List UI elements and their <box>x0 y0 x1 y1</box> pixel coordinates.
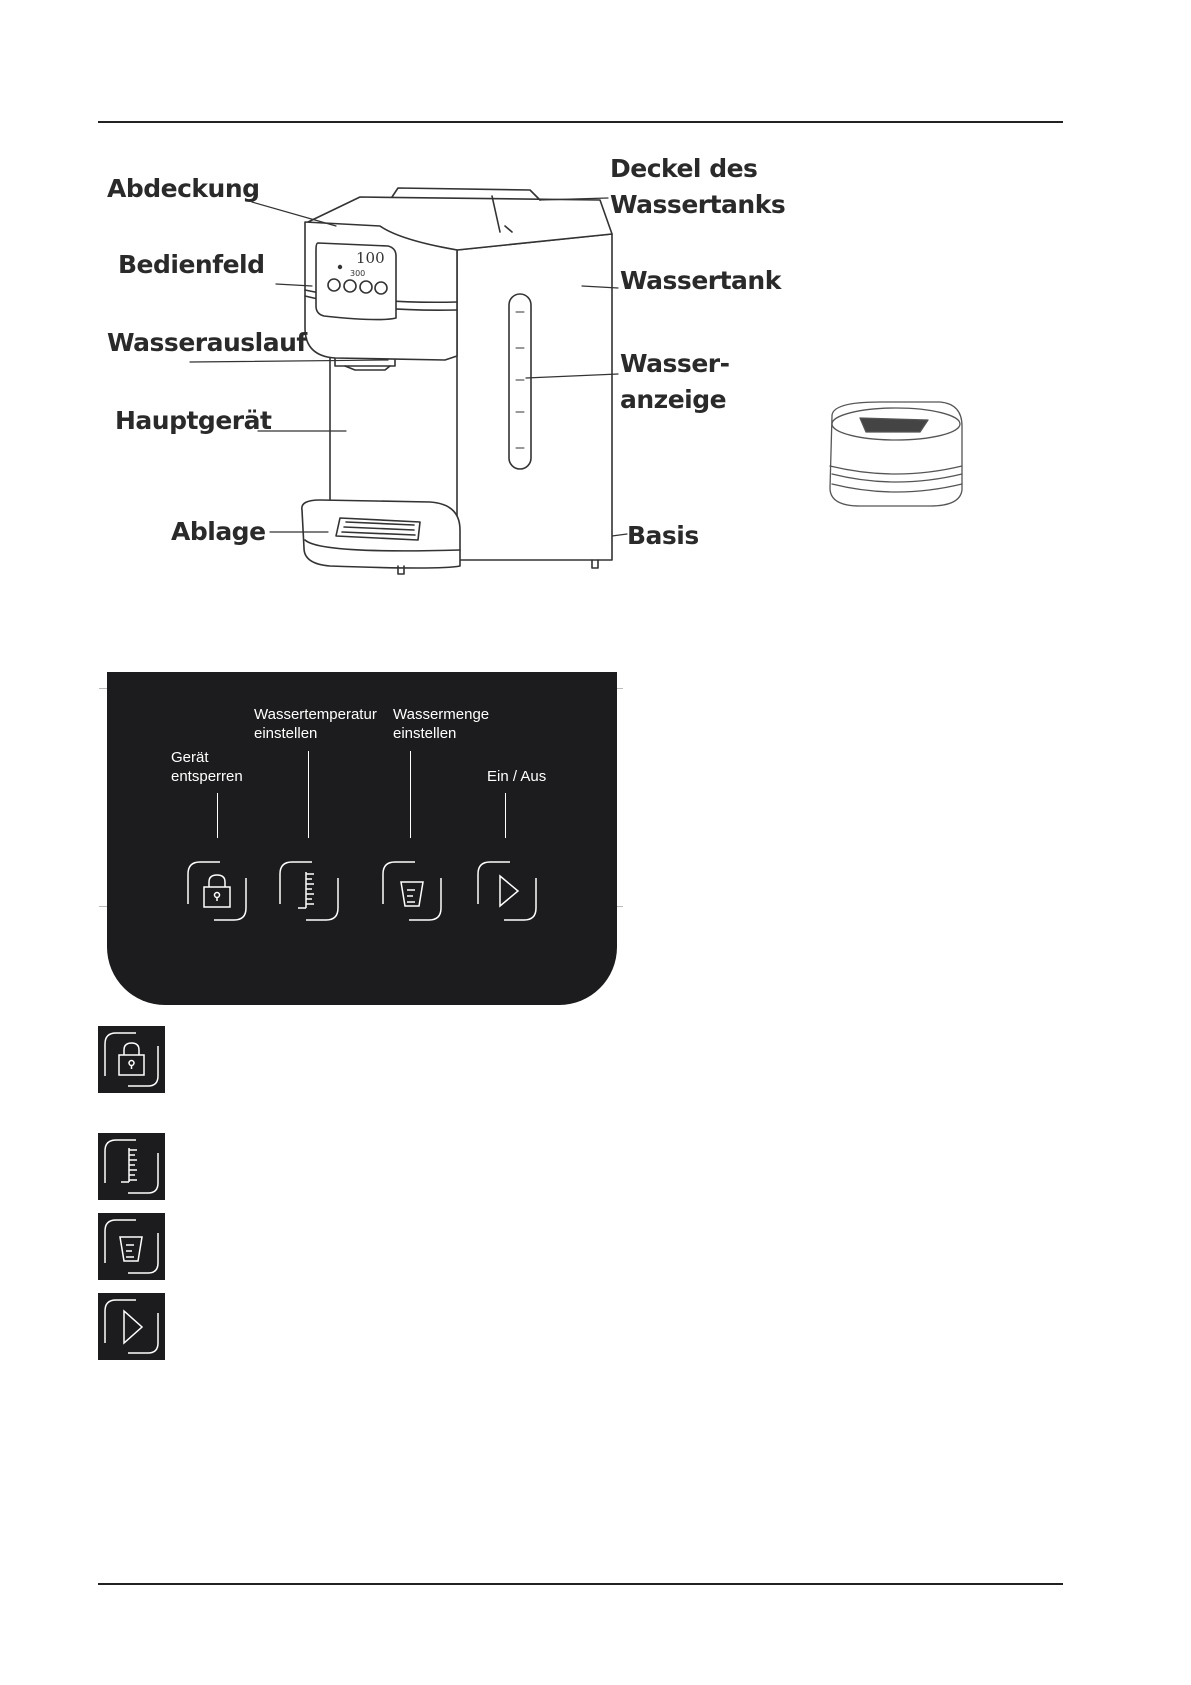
label-set-temperature-line1: Wassertemperatur <box>254 706 377 723</box>
label-set-volume <box>393 705 489 743</box>
lock-icon <box>119 1043 144 1075</box>
label-set-volume-line1: Wassermenge <box>393 706 490 723</box>
panel-edge-mark <box>99 688 107 689</box>
label-main-unit: Hauptgerät <box>115 406 272 435</box>
panel-edge-mark <box>99 906 107 907</box>
volume-button[interactable] <box>381 860 443 922</box>
dispenser-drawing <box>0 0 1191 600</box>
legend-temperature <box>98 1133 165 1200</box>
footer-rule <box>98 1583 1063 1585</box>
label-set-volume-line2: einstellen <box>393 725 457 742</box>
label-set-temperature <box>254 705 377 743</box>
appliance-diagram <box>0 0 1191 600</box>
label-base: Basis <box>627 521 699 550</box>
cup-icon <box>120 1237 142 1261</box>
label-tank-lid <box>610 151 785 223</box>
legend-volume <box>98 1213 165 1280</box>
filter-sketch <box>830 402 962 506</box>
label-water-indicator-line1: Wasser- <box>620 349 730 378</box>
label-unlock-line1: Gerät <box>171 749 209 766</box>
label-cover: Abdeckung <box>107 174 260 203</box>
label-set-temperature-line2: einstellen <box>254 725 318 742</box>
label-control-panel: Bedienfeld <box>118 250 265 279</box>
label-water-tank: Wassertank <box>620 266 781 295</box>
power-button[interactable] <box>476 860 538 922</box>
label-tank-lid-line2: Wassertanks <box>610 190 786 219</box>
legend-unlock <box>98 1026 165 1093</box>
label-water-indicator-line2: anzeige <box>620 385 727 414</box>
label-unlock <box>171 748 243 786</box>
label-tray: Ablage <box>171 517 266 546</box>
label-power: Ein / Aus <box>487 768 547 785</box>
pointer-line-temperature <box>308 751 309 838</box>
pointer-line-volume <box>410 751 411 838</box>
label-unlock-line2: entsperren <box>171 768 243 785</box>
play-icon <box>124 1311 142 1343</box>
thermometer-icon <box>298 872 314 908</box>
display-volume: 300 <box>350 269 366 278</box>
control-panel <box>107 672 617 1005</box>
temperature-button[interactable] <box>278 860 340 922</box>
label-water-indicator <box>620 346 729 418</box>
play-icon <box>500 876 518 906</box>
thermometer-icon <box>121 1148 137 1182</box>
label-water-outlet: Wasserauslauf <box>107 328 307 357</box>
unlock-button[interactable] <box>186 860 248 922</box>
pointer-line-unlock <box>217 793 218 838</box>
legend-power <box>98 1293 165 1360</box>
lock-icon <box>204 875 230 907</box>
display-temperature: 100 <box>356 249 385 267</box>
cup-icon <box>401 882 423 906</box>
pointer-line-power <box>505 793 506 838</box>
label-tank-lid-line1: Deckel des <box>610 154 758 183</box>
